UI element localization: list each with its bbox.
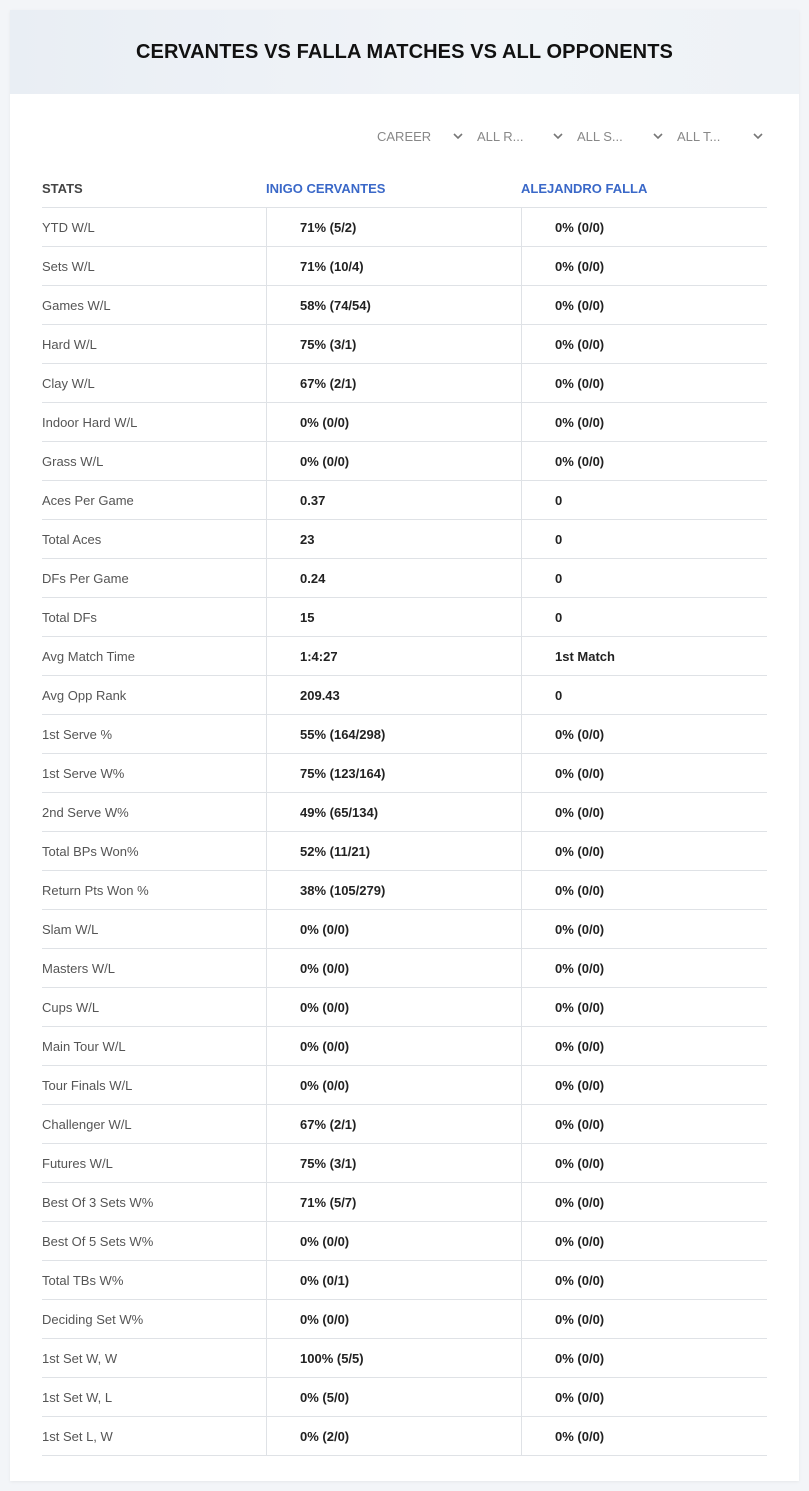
player1-value: 75% (123/164) [300,765,386,781]
player1-cell [266,403,521,441]
player2-value: 0% (0/0) [555,1428,605,1444]
player2-value: 0% (0/0) [555,804,605,820]
player1-value: 0% (5/0) [300,1389,350,1405]
stat-label: 1st Serve W% [42,765,125,781]
stat-label: 1st Set W, L [42,1389,113,1405]
stat-label: Futures W/L [42,1155,113,1171]
player2-value: 0% (0/0) [555,726,605,742]
stat-label: Masters W/L [42,960,115,976]
player1-cell [266,1183,521,1221]
player1-cell [266,1378,521,1416]
stat-label: Clay W/L [42,375,95,391]
player1-value: 0% (0/0) [300,960,350,976]
player2-value: 0 [555,687,563,703]
player1-cell [266,1222,521,1260]
player2-cell [521,832,767,870]
player2-value: 0 [555,609,563,625]
player1-cell [266,364,521,402]
table-body [42,208,767,1456]
player2-value: 0% (0/0) [555,219,605,235]
player1-value: 0% (0/1) [300,1272,350,1288]
player1-cell [266,1339,521,1377]
player1-value: 1:4:27 [300,648,338,664]
player1-cell [266,871,521,909]
filter-surface[interactable] [567,126,667,146]
player1-value: 209.43 [300,687,340,703]
player2-cell [521,598,767,636]
player2-value: 0% (0/0) [555,1389,605,1405]
stat-label: Sets W/L [42,258,95,274]
player2-cell [521,520,767,558]
player2-cell [521,247,767,285]
player1-value: 0% (0/0) [300,453,350,469]
player2-cell [521,1105,767,1143]
player2-value: 0% (0/0) [555,960,605,976]
table-row [42,208,767,247]
table-row [42,637,767,676]
player1-value: 0% (0/0) [300,1077,350,1093]
stat-label: Main Tour W/L [42,1038,126,1054]
column-header-stats: STATS [42,181,83,196]
table-row [42,1183,767,1222]
player2-cell [521,793,767,831]
table-header [42,170,767,208]
table-row [42,832,767,871]
player1-value: 49% (65/134) [300,804,379,820]
player2-cell [521,1144,767,1182]
filter-bar [367,126,767,146]
stat-label: Best Of 5 Sets W% [42,1233,154,1249]
player2-cell [521,1027,767,1065]
player2-value: 0% (0/0) [555,336,605,352]
table-row [42,910,767,949]
player1-value: 67% (2/1) [300,1116,357,1132]
player2-cell [521,481,767,519]
player2-value: 0% (0/0) [555,1350,605,1366]
stat-label: Return Pts Won % [42,882,149,898]
player2-value: 0 [555,492,563,508]
player2-value: 0% (0/0) [555,843,605,859]
player1-value: 71% (5/7) [300,1194,357,1210]
table-row [42,1144,767,1183]
stat-label: Games W/L [42,297,111,313]
stat-label: YTD W/L [42,219,95,235]
player1-cell [266,325,521,363]
player2-value: 0% (0/0) [555,414,605,430]
player1-cell [266,832,521,870]
stat-label: 1st Serve % [42,726,113,742]
player1-cell [266,286,521,324]
player1-cell [266,988,521,1026]
player2-cell [521,1066,767,1104]
player1-cell [266,1027,521,1065]
player1-cell [266,676,521,714]
player1-value: 58% (74/54) [300,297,371,313]
filter-label: ALL R... [477,128,524,144]
player2-cell [521,208,767,246]
table-row [42,1378,767,1417]
player2-cell [521,676,767,714]
column-header-player2[interactable]: ALEJANDRO FALLA [521,181,648,196]
player1-value: 0% (0/0) [300,1311,350,1327]
stats-table [42,170,767,1456]
player2-cell [521,637,767,675]
table-row [42,988,767,1027]
player1-value: 67% (2/1) [300,375,357,391]
player1-value: 23 [300,531,315,547]
column-header-player1[interactable]: INIGO CERVANTES [266,181,386,196]
player1-value: 0.37 [300,492,326,508]
table-row [42,1417,767,1456]
player1-cell [266,1066,521,1104]
player2-cell [521,364,767,402]
stat-label: 2nd Serve W% [42,804,129,820]
player2-value: 1st Match [555,648,615,664]
player1-cell [266,949,521,987]
player2-cell [521,442,767,480]
player2-cell [521,1183,767,1221]
player1-cell [266,1144,521,1182]
table-row [42,1105,767,1144]
stat-label: 1st Set W, W [42,1350,118,1366]
player2-value: 0% (0/0) [555,1272,605,1288]
card-header [10,10,799,94]
stat-label: Total TBs W% [42,1272,124,1288]
player1-value: 38% (105/279) [300,882,386,898]
player1-value: 0% (0/0) [300,999,350,1015]
table-row [42,520,767,559]
player2-value: 0% (0/0) [555,765,605,781]
player1-cell [266,1105,521,1143]
player1-cell [266,247,521,285]
player1-value: 0% (0/0) [300,1038,350,1054]
table-row [42,1027,767,1066]
table-row [42,598,767,637]
chevron-down-icon [451,129,465,143]
player1-value: 71% (10/4) [300,258,364,274]
stat-label: Tour Finals W/L [42,1077,133,1093]
player2-value: 0% (0/0) [555,1116,605,1132]
filter-label: ALL S... [577,128,623,144]
chevron-down-icon [551,129,565,143]
player2-value: 0% (0/0) [555,999,605,1015]
stat-label: Avg Match Time [42,648,135,664]
player1-cell [266,910,521,948]
player1-cell [266,793,521,831]
player1-value: 55% (164/298) [300,726,386,742]
filter-tournament[interactable] [667,126,767,146]
stat-label: Hard W/L [42,336,97,352]
player1-value: 0% (2/0) [300,1428,350,1444]
player2-value: 0% (0/0) [555,375,605,391]
player2-cell [521,1417,767,1455]
player2-value: 0% (0/0) [555,1194,605,1210]
player1-value: 52% (11/21) [300,843,371,859]
player1-cell [266,208,521,246]
player2-cell [521,559,767,597]
table-row [42,1300,767,1339]
player1-cell [266,1261,521,1299]
chevron-down-icon [651,129,665,143]
player1-cell [266,1300,521,1338]
page-title: CERVANTES VS FALLA MATCHES VS ALL OPPONENTS [136,40,673,63]
stat-label: Aces Per Game [42,492,134,508]
stat-label: Challenger W/L [42,1116,132,1132]
chevron-down-icon [751,129,765,143]
table-row [42,715,767,754]
player2-cell [521,1378,767,1416]
player1-value: 0% (0/0) [300,921,350,937]
table-row [42,676,767,715]
player1-cell [266,559,521,597]
player2-cell [521,1300,767,1338]
player2-cell [521,949,767,987]
player1-value: 0% (0/0) [300,414,350,430]
table-row [42,481,767,520]
stat-label: Deciding Set W% [42,1311,144,1327]
stat-label: Slam W/L [42,921,99,937]
table-row [42,871,767,910]
player2-value: 0 [555,570,563,586]
table-row [42,949,767,988]
stat-label: DFs Per Game [42,570,129,586]
player2-value: 0% (0/0) [555,1311,605,1327]
table-row [42,442,767,481]
filter-period[interactable] [367,126,467,146]
stat-label: Cups W/L [42,999,100,1015]
player2-cell [521,325,767,363]
player1-value: 75% (3/1) [300,1155,357,1171]
table-row [42,364,767,403]
player1-cell [266,442,521,480]
filter-round[interactable] [467,126,567,146]
stat-label: Indoor Hard W/L [42,414,138,430]
table-row [42,325,767,364]
player1-cell [266,1417,521,1455]
player1-cell [266,481,521,519]
table-row [42,793,767,832]
stat-label: Total DFs [42,609,97,625]
player1-value: 15 [300,609,315,625]
player2-cell [521,286,767,324]
table-row [42,1066,767,1105]
table-row [42,1222,767,1261]
table-row [42,754,767,793]
player2-value: 0% (0/0) [555,453,605,469]
player1-value: 100% (5/5) [300,1350,364,1366]
table-row [42,403,767,442]
stat-label: Total Aces [42,531,102,547]
table-row [42,286,767,325]
table-row [42,247,767,286]
filter-label: ALL T... [677,128,721,144]
player2-value: 0% (0/0) [555,921,605,937]
player1-cell [266,715,521,753]
player2-value: 0% (0/0) [555,1233,605,1249]
stat-label: Total BPs Won% [42,843,139,859]
player2-value: 0% (0/0) [555,1077,605,1093]
player2-cell [521,754,767,792]
player2-cell [521,910,767,948]
player2-value: 0% (0/0) [555,882,605,898]
player2-cell [521,1222,767,1260]
player2-cell [521,988,767,1026]
table-row [42,1339,767,1378]
player1-value: 71% (5/2) [300,219,357,235]
player1-cell [266,520,521,558]
player1-cell [266,754,521,792]
stat-label: 1st Set L, W [42,1428,113,1444]
player1-cell [266,637,521,675]
player2-cell [521,871,767,909]
player1-value: 0.24 [300,570,326,586]
table-row [42,1261,767,1300]
player2-value: 0% (0/0) [555,1155,605,1171]
table-row [42,559,767,598]
stat-label: Best Of 3 Sets W% [42,1194,154,1210]
player1-value: 0% (0/0) [300,1233,350,1249]
stat-label: Avg Opp Rank [42,687,127,703]
player2-cell [521,1261,767,1299]
stats-card [10,10,799,1481]
player1-cell [266,598,521,636]
stat-label: Grass W/L [42,453,104,469]
filter-label: CAREER [377,128,432,144]
player2-value: 0% (0/0) [555,258,605,274]
player2-cell [521,403,767,441]
player1-value: 75% (3/1) [300,336,357,352]
player2-cell [521,715,767,753]
player2-cell [521,1339,767,1377]
player2-value: 0% (0/0) [555,1038,605,1054]
player2-value: 0 [555,531,563,547]
player2-value: 0% (0/0) [555,297,605,313]
